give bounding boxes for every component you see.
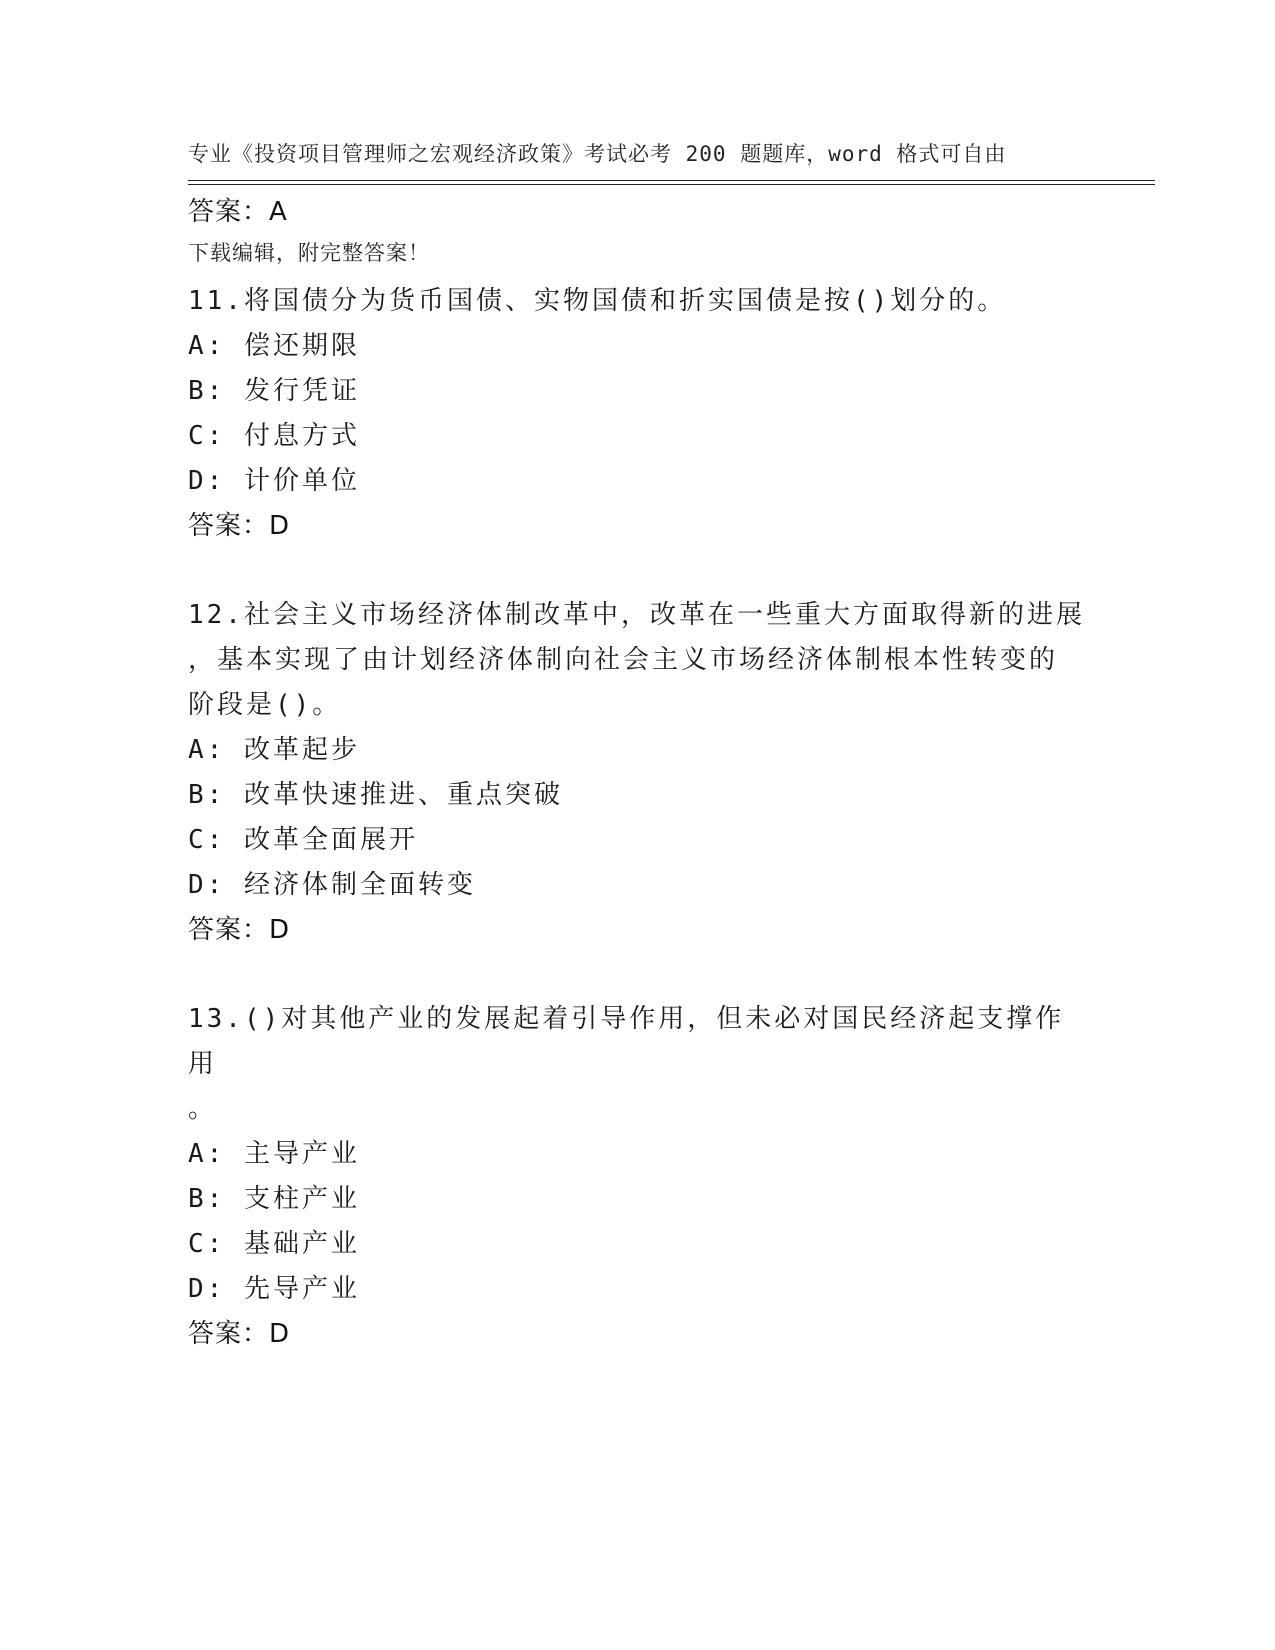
question-text-line-2: ，基本实现了由计划经济体制向社会主义市场经济体制根本性转变的 [188, 645, 1059, 675]
option-a: A: 改革起步 [188, 735, 360, 765]
option-c: C: 付息方式 [188, 421, 360, 451]
answer-line: 答案：D [188, 915, 291, 945]
option-d: D: 计价单位 [188, 466, 360, 496]
answer-line: 答案：D [188, 511, 291, 541]
option-d: D: 经济体制全面转变 [188, 870, 476, 900]
option-b: B: 发行凭证 [188, 376, 360, 406]
header-divider-bottom [188, 184, 1155, 185]
question-text: 11.将国债分为货币国债、实物国债和折实国债是按()划分的。 [188, 286, 1007, 316]
question-text-line-3: 阶段是()。 [188, 690, 342, 720]
question-13 [188, 997, 1088, 1356]
answer-line: 答案：D [188, 1319, 291, 1349]
document-body [188, 190, 1088, 1356]
header-line-2: 下载编辑，附完整答案！ [188, 241, 430, 265]
option-a: A: 偿还期限 [188, 331, 360, 361]
question-12 [188, 593, 1088, 952]
option-d: D: 先导产业 [188, 1274, 360, 1304]
question-text-line-1: 12.社会主义市场经济体制改革中，改革在一些重大方面取得新的进展 [188, 600, 1085, 630]
option-c: C: 改革全面展开 [188, 825, 418, 855]
option-b: B: 改革快速推进、重点突破 [188, 780, 563, 810]
option-b: B: 支柱产业 [188, 1184, 360, 1214]
question-text-line-2: 。 [188, 1094, 218, 1124]
header-divider-top [188, 180, 1155, 181]
option-a: A: 主导产业 [188, 1139, 360, 1169]
option-c: C: 基础产业 [188, 1229, 360, 1259]
question-11 [188, 279, 1088, 548]
question-text-line-1: 13.()对其他产业的发展起着引导作用，但未必对国民经济起支撑作用 [188, 1004, 1065, 1079]
answer-line: 答案：A [188, 197, 288, 227]
header-line-1: 专业《投资项目管理师之宏观经济政策》考试必考 200 题题库，word 格式可自由 [188, 142, 1007, 166]
